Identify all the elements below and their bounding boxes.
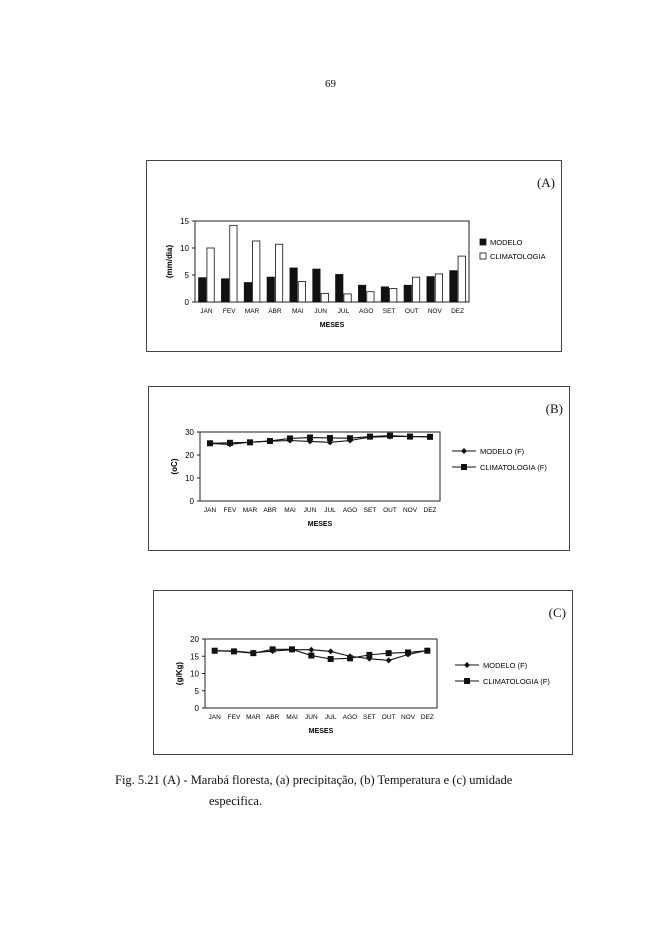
- specific-humidity-line-chart: [154, 591, 572, 754]
- legend-marker: [464, 662, 470, 668]
- x-axis-label: MESES: [307, 521, 333, 528]
- point-climatologia: [405, 649, 411, 655]
- y-axis-label: (oC): [170, 458, 179, 475]
- x-tick-label: NOV: [402, 507, 418, 514]
- caption-line-2: especifica.: [209, 794, 263, 808]
- bar-modelo: [313, 269, 320, 302]
- x-tick-label: ABR: [263, 507, 277, 514]
- point-climatologia: [307, 435, 313, 441]
- point-climatologia: [231, 648, 237, 654]
- x-tick-label: FEV: [227, 714, 241, 721]
- point-climatologia: [424, 648, 430, 654]
- point-climatologia: [267, 438, 273, 444]
- x-tick-label: JAN: [200, 308, 213, 315]
- bar-modelo: [450, 271, 457, 302]
- plot-area: [205, 639, 437, 708]
- bar-climatologia: [253, 241, 260, 302]
- legend-label: MODELO (F): [480, 447, 525, 456]
- x-tick-label: JAN: [203, 507, 217, 514]
- x-tick-label: DEZ: [423, 507, 437, 514]
- x-tick-label: SET: [363, 507, 377, 514]
- bar-climatologia: [207, 248, 214, 302]
- point-climatologia: [287, 435, 293, 441]
- point-climatologia: [207, 440, 213, 446]
- point-modelo: [386, 657, 392, 663]
- y-tick-label: 10: [180, 244, 189, 253]
- precipitation-bar-chart: [147, 161, 561, 351]
- point-climatologia: [427, 434, 433, 440]
- y-tick-label: 0: [184, 298, 189, 307]
- y-tick-label: 20: [190, 635, 199, 644]
- panel-label-b: (B): [545, 401, 563, 416]
- x-tick-label: DEZ: [420, 714, 434, 721]
- x-tick-label: MAR: [242, 507, 258, 514]
- y-tick-label: 0: [189, 497, 194, 506]
- x-tick-label: DEZ: [451, 308, 465, 315]
- bar-climatologia: [344, 294, 351, 302]
- y-tick-label: 20: [185, 451, 194, 460]
- legend-swatch: [480, 239, 486, 245]
- legend-label: CLIMATOLOGIA (F): [483, 677, 550, 686]
- point-climatologia: [289, 646, 295, 652]
- x-axis-label: MESES: [308, 728, 334, 735]
- y-tick-label: 0: [194, 704, 199, 713]
- x-tick-label: FEV: [223, 507, 237, 514]
- bar-modelo: [358, 285, 365, 302]
- x-tick-label: ABR: [268, 308, 282, 315]
- point-climatologia: [386, 650, 392, 656]
- bar-climatologia: [390, 289, 397, 303]
- y-tick-label: 15: [190, 652, 199, 662]
- y-tick-label: 5: [184, 271, 189, 280]
- y-axis-label: (g/Kg): [175, 661, 184, 686]
- point-climatologia: [250, 650, 256, 656]
- x-tick-label: MAI: [284, 507, 296, 514]
- x-tick-label: MAI: [291, 308, 304, 315]
- point-climatologia: [328, 656, 334, 662]
- x-tick-label: SET: [363, 714, 376, 721]
- bar-modelo: [267, 277, 274, 302]
- point-climatologia: [270, 646, 276, 652]
- bar-modelo: [336, 274, 343, 302]
- x-tick-label: JAN: [208, 714, 221, 721]
- x-tick-label: OUT: [405, 308, 419, 315]
- y-tick-label: 5: [194, 686, 199, 696]
- x-tick-label: AGO: [342, 714, 358, 721]
- legend-label: MODELO: [490, 238, 523, 247]
- legend-marker: [461, 448, 467, 454]
- point-climatologia: [308, 653, 314, 659]
- bar-modelo: [427, 277, 434, 302]
- legend-swatch: [480, 253, 486, 259]
- y-tick-label: 15: [180, 217, 189, 226]
- caption-line-1: Fig. 5.21 (A) - Marabá floresta, (a) precipitação, (b) Temperatura e (c) umidade: [115, 773, 513, 787]
- x-tick-label: JUN: [303, 507, 317, 514]
- y-tick-label: 10: [185, 474, 194, 483]
- line-modelo: [215, 650, 428, 661]
- y-tick-label: 30: [185, 428, 194, 437]
- bar-climatologia: [298, 281, 305, 302]
- x-tick-label: JUN: [305, 714, 318, 721]
- legend-label: CLIMATOLOGIA (F): [480, 463, 547, 472]
- x-tick-label: JUL: [324, 507, 336, 514]
- panel-label-a: (A): [536, 175, 555, 190]
- x-tick-label: JUL: [337, 308, 350, 315]
- x-tick-label: MAR: [244, 308, 260, 315]
- legend-marker: [464, 678, 470, 684]
- panel-label-c: (C): [548, 605, 566, 620]
- point-climatologia: [347, 435, 353, 441]
- x-tick-label: AGO: [359, 308, 374, 315]
- point-modelo: [308, 647, 314, 653]
- y-tick-label: 10: [190, 669, 199, 679]
- bar-climatologia: [367, 292, 374, 302]
- point-climatologia: [247, 439, 253, 445]
- x-tick-label: OUT: [381, 714, 396, 721]
- legend-marker: [461, 464, 467, 470]
- legend-label: MODELO (F): [483, 661, 528, 670]
- legend-label: CLIMATOLOGIA: [490, 252, 546, 261]
- bar-climatologia: [321, 293, 328, 302]
- x-tick-label: FEV: [222, 308, 236, 315]
- x-tick-label: OUT: [383, 507, 397, 514]
- bar-climatologia: [230, 225, 237, 302]
- point-modelo: [328, 648, 334, 654]
- point-climatologia: [327, 435, 333, 441]
- point-climatologia: [212, 648, 218, 654]
- temperature-line-chart: [149, 387, 569, 550]
- bar-modelo: [199, 278, 206, 302]
- x-tick-label: ABR: [265, 714, 280, 721]
- point-climatologia: [227, 440, 233, 446]
- point-climatologia: [407, 434, 413, 440]
- point-climatologia: [367, 434, 373, 440]
- bar-climatologia: [458, 256, 465, 302]
- chart-panel-b: [148, 386, 570, 551]
- point-climatologia: [366, 652, 372, 658]
- chart-panel-a: [146, 160, 562, 352]
- y-axis-label: (mm/dia): [165, 244, 174, 279]
- x-tick-label: JUL: [324, 714, 337, 721]
- bar-modelo: [221, 279, 228, 302]
- x-tick-label: NOV: [400, 714, 416, 721]
- page-number: 69: [325, 78, 336, 90]
- x-tick-label: JUN: [314, 308, 327, 315]
- bar-modelo: [244, 283, 251, 302]
- x-tick-label: MAR: [246, 714, 261, 721]
- x-tick-label: SET: [382, 308, 396, 315]
- bar-climatologia: [435, 274, 442, 302]
- bar-modelo: [290, 268, 297, 302]
- bar-modelo: [381, 287, 388, 302]
- bar-climatologia: [275, 244, 282, 302]
- chart-panel-c: [153, 590, 573, 755]
- point-climatologia: [347, 655, 353, 661]
- bar-modelo: [404, 285, 411, 302]
- bar-climatologia: [412, 277, 419, 302]
- x-tick-label: AGO: [342, 507, 358, 514]
- figure-caption: [115, 770, 635, 812]
- x-axis-label: MESES: [319, 322, 345, 329]
- x-tick-label: NOV: [427, 308, 442, 315]
- x-tick-label: MAI: [286, 714, 298, 721]
- point-climatologia: [387, 433, 393, 439]
